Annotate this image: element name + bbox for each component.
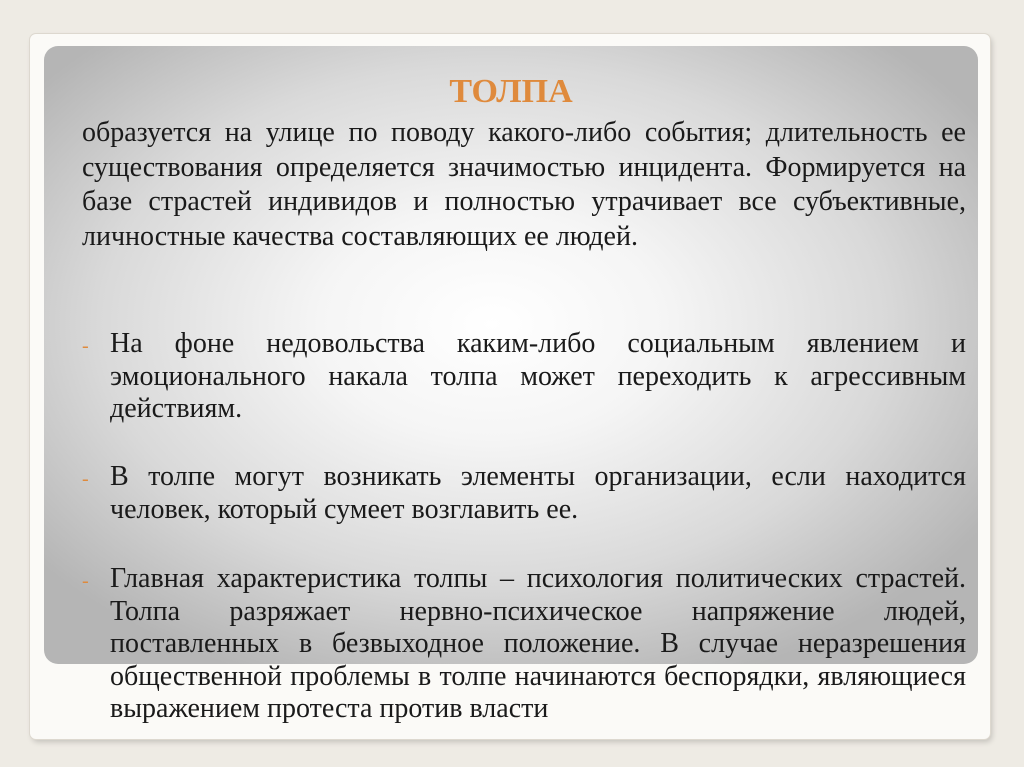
intro-paragraph: образуется на улице по поводу какого-либо события; длительность ее существования определяется значимостью инцидента. Формируется на базе страстей индивидов и полностью утрачивает все субъективные, личностные качества составляющих ее людей. [82, 117, 966, 252]
bullet-text: На фоне недовольства каким-либо социальным явлением и эмоционального накала толпа может переходить к агрессивным действиям. [110, 328, 966, 424]
bullet-text: В толпе могут возникать элементы организации, если находится человек, который сумеет возглавить ее. [110, 461, 966, 525]
bullet-marker: - [82, 335, 89, 357]
bullet-marker: - [82, 570, 89, 592]
bullet-text: Главная характеристика толпы – психология политических страстей. Толпа разряжает нервно-психическое напряжение людей, поставленных в безвыходное положение. В случае неразрешения общественной проблемы в толпе начинаются беспорядки, являющиеся выражением протеста против власти [110, 563, 966, 724]
slide-title: ТОЛПА [449, 73, 573, 110]
bullet-marker: - [82, 468, 89, 490]
